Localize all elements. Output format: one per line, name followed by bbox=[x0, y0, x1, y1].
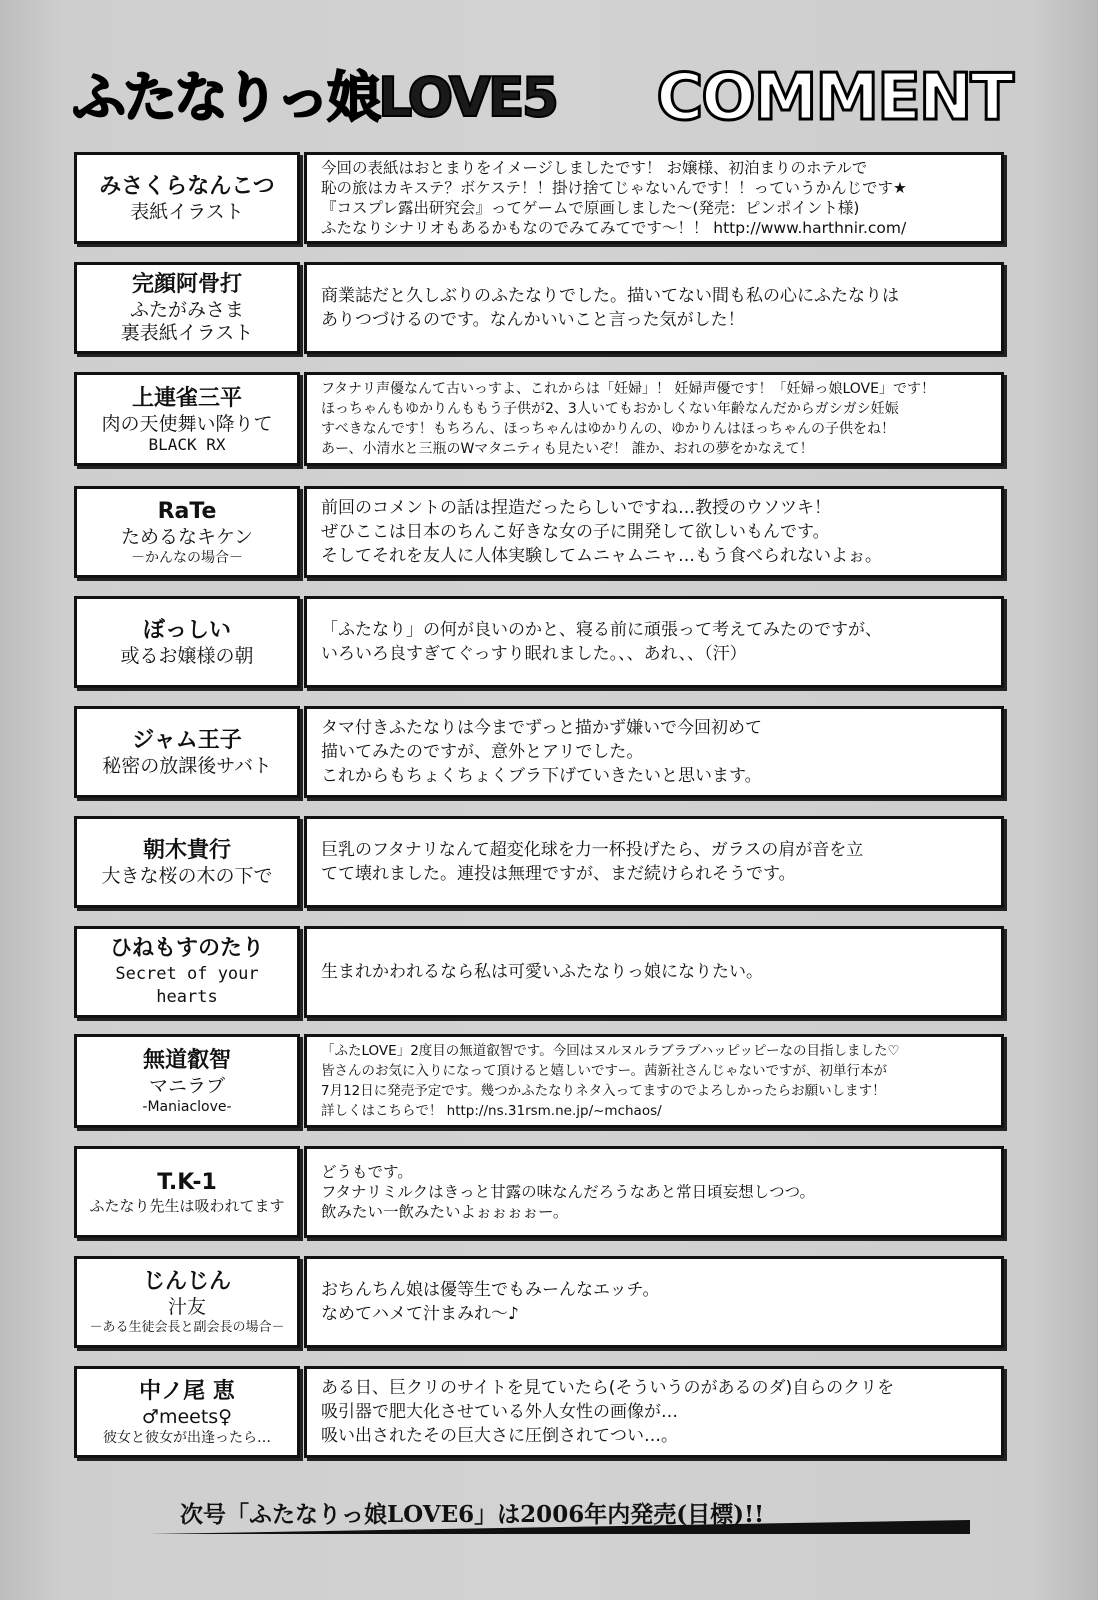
author-box bbox=[74, 1366, 300, 1458]
comment-row bbox=[74, 816, 1004, 908]
comment-line: 皆さんのお気に入りになって頂けると嬉しいですー。茜新社さんじゃないですが、初単行本が bbox=[321, 1063, 888, 1079]
work-title: 秘密の放課後サバト bbox=[102, 754, 272, 777]
author-box bbox=[74, 596, 300, 688]
comment-box bbox=[304, 486, 1004, 578]
author-box bbox=[74, 926, 300, 1018]
comment-line: これからもちょくちょくブラ下げていきたいと思います。 bbox=[321, 766, 762, 786]
comment-row bbox=[74, 926, 1004, 1018]
comment-line: どうもです。 bbox=[321, 1163, 413, 1181]
comment-line: すべきなんです！もちろん、ほっちゃんはゆかりんの、ゆかりんはほっちゃんの子供をね！ bbox=[321, 421, 895, 437]
comment-line: いろいろ良すぎてぐっすり眠れました。、、あれ、、（汗） bbox=[321, 644, 747, 664]
comment-line: 7月12日に発売予定です。幾つかふたなりネタ入ってますのでよろしかったらお願いします！ bbox=[321, 1083, 886, 1099]
comment-line: 巨乳のフタナリなんて超変化球を力一杯投げたら、ガラスの肩が音を立 bbox=[321, 840, 864, 860]
comment-line: ふたなりシナリオもあるかもなのでみてみてです～！！ http://www.harthnir.com/ bbox=[321, 219, 907, 237]
comment-line: おちんちん娘は優等生でもみーんなエッチ。 bbox=[321, 1280, 660, 1300]
work-title: ♂meets♀ bbox=[141, 1405, 233, 1428]
author-box bbox=[74, 486, 300, 578]
author-name: 無道叡智 bbox=[142, 1047, 231, 1073]
author-name: みさくらなんこつ bbox=[99, 173, 275, 199]
comment-box bbox=[304, 1146, 1004, 1238]
author-name: ジャム王子 bbox=[132, 727, 242, 753]
author-name: RaTe bbox=[157, 498, 217, 524]
comment-row bbox=[74, 152, 1004, 244]
author-box bbox=[74, 1146, 300, 1238]
work-title: ふたなり先生は吸われてます bbox=[89, 1197, 285, 1215]
comment-line: なめてハメて汁まみれ～♪ bbox=[321, 1304, 519, 1324]
comment-box bbox=[304, 1256, 1004, 1348]
comment-row bbox=[74, 706, 1004, 798]
work-title: Secret of your hearts bbox=[115, 964, 259, 1007]
author-box bbox=[74, 1034, 300, 1128]
comment-box bbox=[304, 926, 1004, 1018]
work-subtitle: -Maniaclove- bbox=[142, 1098, 232, 1115]
work-subtitle: －かんなの場合－ bbox=[131, 549, 243, 566]
comment-row bbox=[74, 486, 1004, 578]
series-title: ふたなりっ娘LOVE5 bbox=[72, 66, 557, 129]
comment-line: 生まれかわれるなら私は可愛いふたなりっ娘になりたい。 bbox=[321, 962, 763, 982]
page-header bbox=[72, 58, 1012, 138]
comment-line: フタナリ声優なんて古いっすよ、これからは「妊婦」！ 妊婦声優です！「妊婦っ娘LOVE」です！ bbox=[321, 381, 935, 397]
author-box bbox=[74, 372, 300, 466]
author-name: T.K-1 bbox=[157, 1170, 217, 1195]
comment-line: 恥の旅はカキステ？ボケステ！！掛け捨てじゃないんです！！っていうかんじです★ bbox=[321, 179, 907, 197]
work-title: 表紙イラスト bbox=[130, 200, 244, 223]
author-name: 中ノ尾 恵 bbox=[139, 1378, 235, 1404]
comment-row bbox=[74, 262, 1004, 354]
comment-box bbox=[304, 596, 1004, 688]
work-title: 汁友 bbox=[167, 1295, 206, 1318]
comment-line: そしてそれを友人に人体実験してムニャムニャ…もう食べられないよぉ。 bbox=[321, 546, 882, 566]
author-name: 上連雀三平 bbox=[131, 385, 242, 411]
author-name: 完顔阿骨打 bbox=[131, 272, 242, 297]
author-name: 朝木貴行 bbox=[142, 837, 231, 863]
author-box bbox=[74, 706, 300, 798]
comment-line: 今回の表紙はおとまりをイメージしましたです！ お嬢様、初泊まりのホテルで bbox=[321, 159, 868, 177]
work-subtitle: BLACK RX bbox=[148, 434, 226, 454]
comment-line: タマ付きふたなりは今までずっと描かず嫌いで今回初めて bbox=[321, 718, 762, 738]
author-box bbox=[74, 1256, 300, 1348]
comment-line: 『コスプレ露出研究会』ってゲームで原画しました～(発売：ピンポイント様) bbox=[321, 199, 860, 217]
work-title: マニラブ bbox=[148, 1074, 225, 1097]
comment-line: ぜひここは日本のちんこ好きな女の子に開発して欲しいもんです。 bbox=[321, 522, 830, 542]
comment-line: フタナリミルクはきっと甘露の味なんだろうなあと常日頃妄想しつつ。 bbox=[321, 1183, 815, 1201]
comment-box bbox=[304, 816, 1004, 908]
work-title: 大きな桜の木の下で bbox=[101, 864, 273, 887]
work-title: 肉の天使舞い降りて bbox=[101, 412, 273, 435]
comment-line: ある日、巨クリのサイトを見ていたら(そういうのがあるのダ)自らのクリを bbox=[321, 1378, 895, 1398]
work-subtitle: －ある生徒会長と副会長の場合－ bbox=[89, 1319, 285, 1335]
comment-box bbox=[304, 1034, 1004, 1128]
comment-line: 飲みたい一飲みたいよぉぉぉぉー。 bbox=[321, 1203, 569, 1221]
comment-row bbox=[74, 1256, 1004, 1348]
comment-box bbox=[304, 152, 1004, 244]
comment-title: COMMENT bbox=[656, 61, 1012, 135]
comment-line: 前回のコメントの話は捏造だったらしいですね…教授のウソツキ！ bbox=[321, 498, 831, 518]
comment-row bbox=[74, 1034, 1004, 1128]
comment-row bbox=[74, 596, 1004, 688]
author-box bbox=[74, 816, 300, 908]
comment-line: ほっちゃんもゆかりんももう子供が2、3人いてもおかしくない年齢なんだからガシガシ妊娠 bbox=[321, 401, 899, 417]
comment-line: ありつづけるのです。なんかいいこと言った気がした！ bbox=[321, 310, 745, 330]
comment-line: 吸い出されたその巨大さに圧倒されてつい…。 bbox=[321, 1426, 678, 1446]
comment-line: てて壊れました。連投は無理ですが、まだ続けられそうです。 bbox=[321, 864, 796, 884]
comment-box bbox=[304, 1366, 1004, 1458]
work-title: ためるなキケン bbox=[120, 525, 254, 548]
comment-row bbox=[74, 1366, 1004, 1458]
author-box bbox=[74, 152, 300, 244]
comment-box bbox=[304, 372, 1004, 466]
work-title: ふたがみさま bbox=[129, 299, 244, 321]
comment-line: 吸引器で肥大化させている外人女性の画像が… bbox=[321, 1402, 678, 1422]
comment-row bbox=[74, 372, 1004, 466]
work-subtitle: 裏表紙イラスト bbox=[120, 322, 254, 344]
work-subtitle: 彼女と彼女が出逢ったら… bbox=[103, 1429, 271, 1446]
comment-line: 「ふたLOVE」2度目の無道叡智です。今回はヌルヌルラブラブハッピッピーなの目指しました♡ bbox=[321, 1043, 900, 1059]
author-name: ひねもすのたり bbox=[109, 936, 264, 961]
comment-line: あー、小清水と三瓶のWマタニティも見たいぞ！ 誰か、おれの夢をかなえて！ bbox=[321, 441, 814, 457]
next-issue-text: 次号「ふたなりっ娘LOVE6」は2006年内発売(目標)!! bbox=[180, 1501, 765, 1528]
next-issue-banner bbox=[150, 1498, 1010, 1544]
work-title: 或るお嬢様の朝 bbox=[120, 644, 254, 667]
author-name: ぼっしい bbox=[142, 617, 231, 643]
author-name: じんじん bbox=[142, 1268, 231, 1294]
comment-line: 描いてみたのですが、意外とアリでした。 bbox=[321, 742, 644, 762]
comment-line: 商業誌だと久しぶりのふたなりでした。描いてない間も私の心にふたなりは bbox=[321, 286, 899, 306]
comment-box bbox=[304, 706, 1004, 798]
comment-row bbox=[74, 1146, 1004, 1238]
author-box bbox=[74, 262, 300, 354]
comment-box bbox=[304, 262, 1004, 354]
comment-line: 「ふたなり」の何が良いのかと、寝る前に頑張って考えてみたのですが、 bbox=[321, 620, 882, 640]
comment-line: 詳しくはこちらで！ http://ns.31rsm.ne.jp/~mchaos/ bbox=[321, 1103, 662, 1119]
